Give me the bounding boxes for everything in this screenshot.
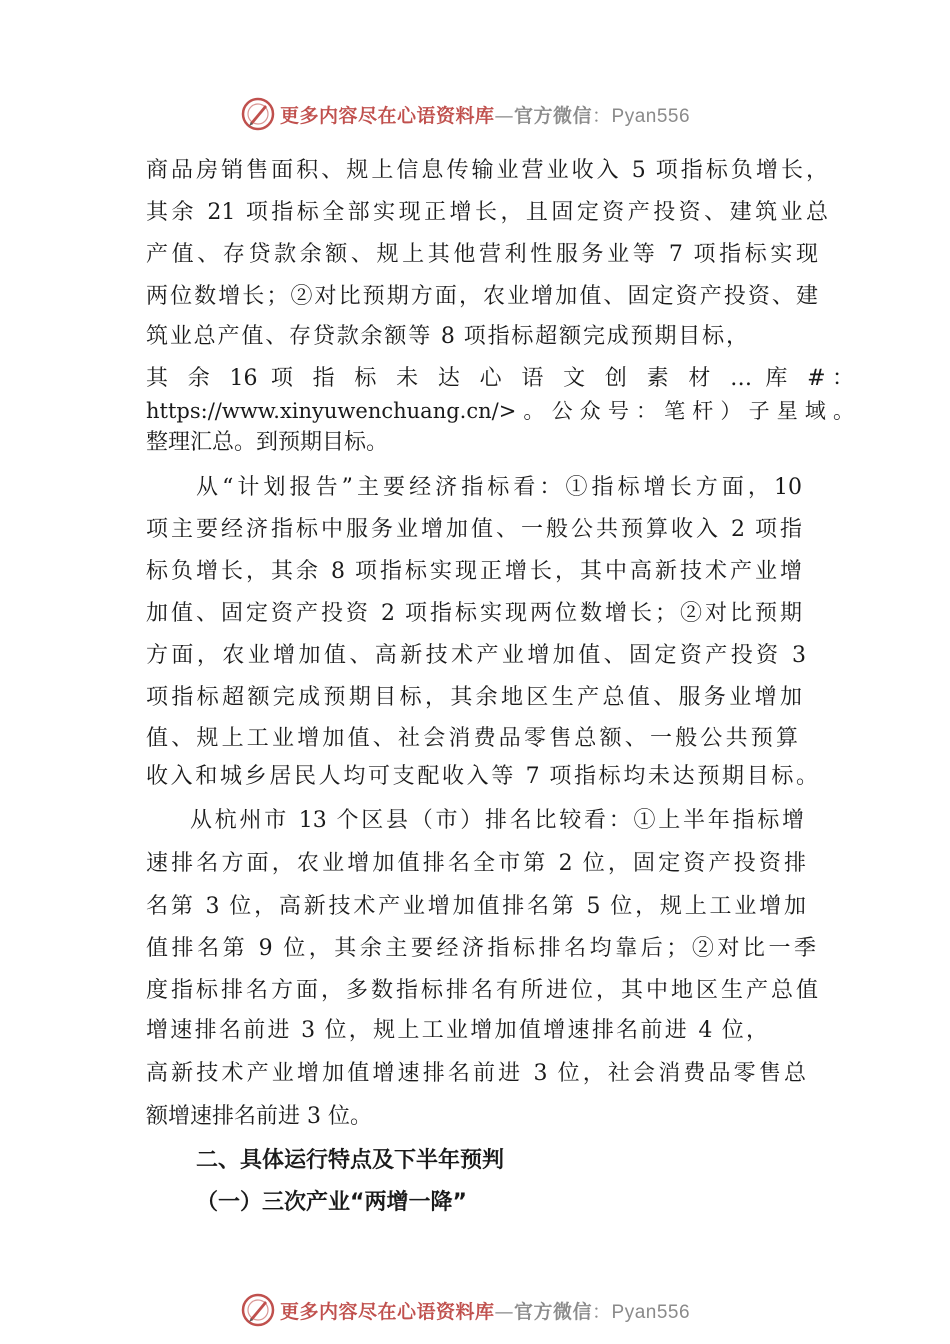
watermark-text: 更多内容尽在心语资料库—官方微信：Pyan556	[280, 1300, 691, 1323]
text-line: 增速排名前进 3 位，规上工业增加值增速排名前进 4 位，	[146, 1018, 768, 1043]
text-line: 其 余 16 项 指 标 未 达 心 语 文 创 素 材 … 库 #：	[146, 366, 854, 391]
text-line: 名第 3 位，高新技术产业增加值排名第 5 位，规上工业增加	[146, 894, 806, 919]
text-line: 收入和城乡居民人均可支配收入等 7 项指标均未达预期目标。	[146, 764, 818, 789]
text-line: 商品房销售面积、规上信息传输业营业收入 5 项指标负增长，	[146, 158, 828, 183]
text-line: https://www.xinyuwenchuang.cn/>。公众号：笔杆）子星域。	[146, 399, 854, 423]
watermark-text: 更多内容尽在心语资料库—官方微信：Pyan556	[280, 104, 691, 127]
text-line: 加值、固定资产投资 2 项指标实现两位数增长；②对比预期	[146, 601, 802, 626]
text-line: 方面，农业增加值、高新技术产业增加值、固定资产投资 3	[146, 643, 806, 668]
watermark-banner-top	[0, 94, 950, 134]
text-line: 从杭州市 13 个区县（市）排名比较看：①上半年指标增	[190, 808, 804, 833]
subsection-heading: （一）三次产业“两增一降”	[196, 1190, 467, 1215]
text-line: 高新技术产业增加值增速排名前进 3 位，社会消费品零售总	[146, 1061, 806, 1086]
text-line: 额增速排名前进 3 位。	[146, 1104, 372, 1129]
text-line: 产值、存贷款余额、规上其他营利性服务业等 7 项指标实现	[146, 242, 818, 267]
text-line: 其余 21 项指标全部实现正增长，且固定资产投资、建筑业总	[146, 200, 828, 225]
quill-seal-icon	[240, 96, 276, 132]
text-line: 项指标超额完成预期目标，其余地区生产总值、服务业增加	[146, 685, 802, 710]
text-line: 项主要经济指标中服务业增加值、一般公共预算收入 2 项指	[146, 517, 802, 542]
text-line: 整理汇总。到预期目标。	[146, 430, 389, 455]
text-line: 值排名第 9 位，其余主要经济指标排名均靠后；②对比一季	[146, 936, 816, 961]
text-line: 速排名方面，农业增加值排名全市第 2 位，固定资产投资排	[146, 851, 806, 876]
text-line: 度指标排名方面，多数指标排名有所进位，其中地区生产总值	[146, 978, 818, 1003]
text-line: 从“计划报告”主要经济指标看：①指标增长方面，10	[196, 475, 802, 500]
section-heading: 二、具体运行特点及下半年预判	[196, 1148, 505, 1173]
text-line: 值、规上工业增加值、社会消费品零售总额、一般公共预算	[146, 726, 798, 751]
text-line: 筑业总产值、存贷款余额等 8 项指标超额完成预期目标，	[146, 324, 748, 349]
watermark-banner-bottom	[0, 1290, 950, 1330]
text-line: 标负增长，其余 8 项指标实现正增长，其中高新技术产业增	[146, 559, 802, 584]
text-line: 两位数增长；②对比预期方面，农业增加值、固定资产投资、建	[146, 284, 818, 309]
quill-seal-icon	[240, 1292, 276, 1328]
